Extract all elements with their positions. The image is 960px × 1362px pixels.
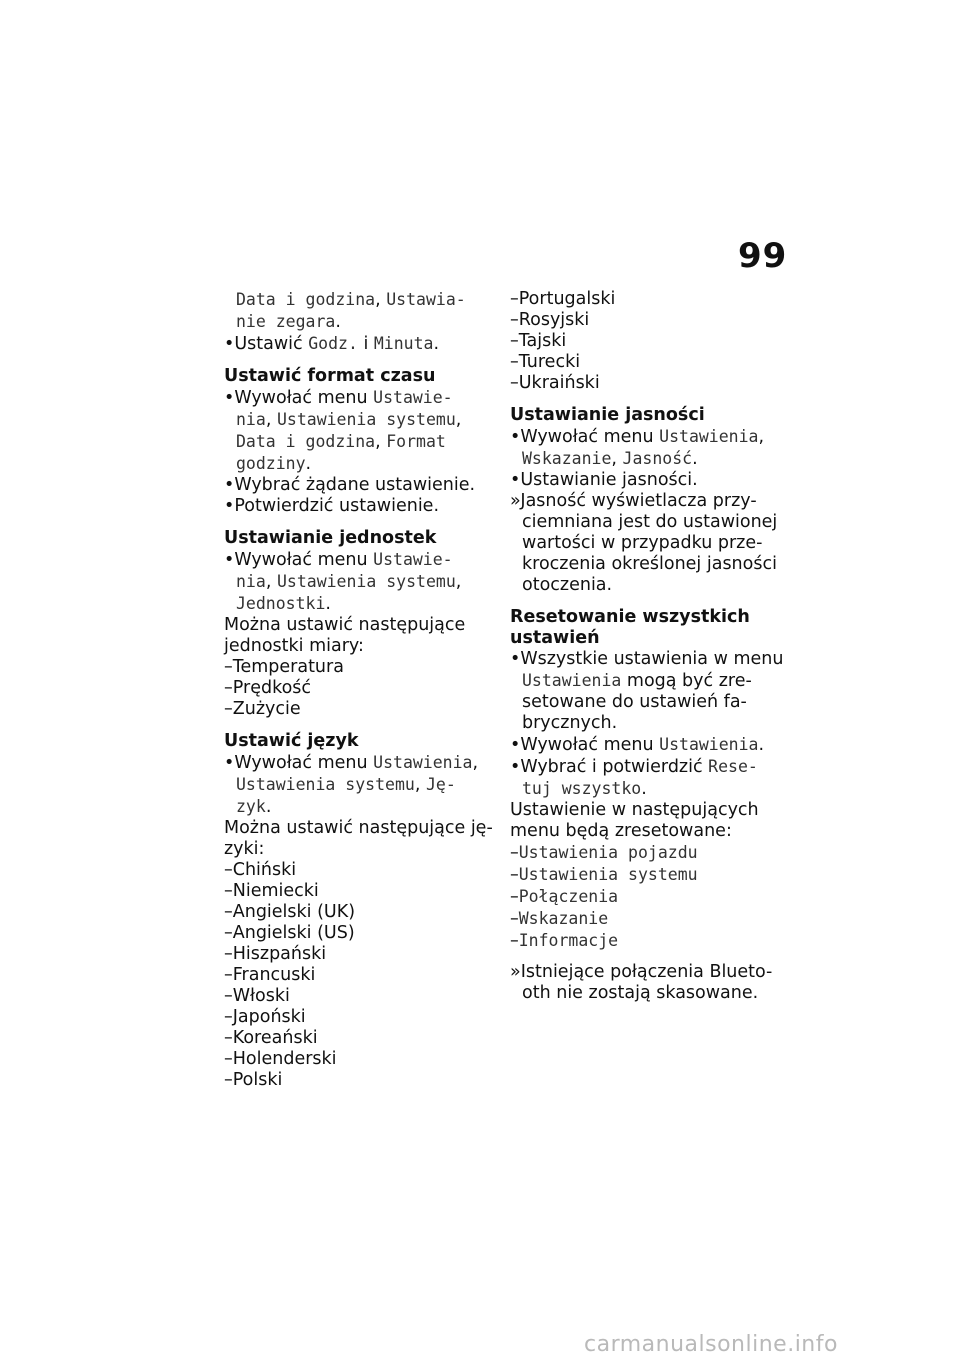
bullet-continuation: brycznych. xyxy=(522,713,618,733)
list-item: –Niemiecki xyxy=(224,881,319,901)
body-text: zyki: xyxy=(224,839,265,859)
list-item: –Tajski xyxy=(510,331,567,351)
list-item: –Turecki xyxy=(510,352,581,372)
list-item: –Informacje xyxy=(510,931,619,951)
page-number: 99 xyxy=(738,236,788,276)
bullet-continuation: Ustawienia systemu, Ję- xyxy=(236,775,456,795)
bullet-item: •Ustawić Godz. i Minuta. xyxy=(224,334,440,354)
note-continuation: wartości w przypadku prze- xyxy=(522,533,763,553)
list-item: –Japoński xyxy=(224,1007,306,1027)
list-item: –Ukraiński xyxy=(510,373,600,393)
bullet-item: •Wszystkie ustawienia w menu xyxy=(510,649,784,669)
list-item: –Francuski xyxy=(224,965,316,985)
list-item: –Ustawienia pojazdu xyxy=(510,843,698,863)
note-continuation: ciemniana jest do ustawionej xyxy=(522,512,778,532)
body-text: menu będą zresetowane: xyxy=(510,821,732,841)
left-column xyxy=(224,289,496,1091)
list-item: –Prędkość xyxy=(224,678,312,698)
bullet-continuation: zyk. xyxy=(236,797,272,817)
body-text: jednostki miary: xyxy=(224,636,364,656)
note-continuation: otoczenia. xyxy=(522,575,613,595)
body-text: Można ustawić następujące xyxy=(224,615,466,635)
menu-path: nie zegara xyxy=(236,312,336,331)
bullet-item: •Wywołać menu Ustawienia, xyxy=(224,753,479,773)
section-heading-units: Ustawianie jednostek xyxy=(224,528,437,548)
bullet-continuation: Wskazanie, Jasność. xyxy=(522,449,698,469)
list-item: –Hiszpański xyxy=(224,944,327,964)
section-heading-language: Ustawić język xyxy=(224,731,359,751)
list-item: –Angielski (US) xyxy=(224,923,355,943)
bullet-item: •Wywołać menu Ustawienia. xyxy=(510,735,765,755)
watermark: carmanualsonline.info xyxy=(584,1332,838,1357)
bullet-item: •Wybrać żądane ustawienie. xyxy=(224,475,476,495)
bullet-item: •Ustawianie jasności. xyxy=(510,470,698,490)
section-heading-brightness: Ustawianie jasności xyxy=(510,405,705,425)
list-item: –Włoski xyxy=(224,986,290,1006)
section-heading-reset: Resetowanie wszystkich ustawień xyxy=(510,607,750,648)
bullet-continuation: Jednostki. xyxy=(236,594,331,614)
note-item: »Istniejące połączenia Blueto- xyxy=(510,962,773,982)
right-column xyxy=(510,289,786,1004)
list-item: –Angielski (UK) xyxy=(224,902,356,922)
note-item: »Jasność wyświetlacza przy- xyxy=(510,491,757,511)
list-item: –Temperatura xyxy=(224,657,344,677)
list-item: –Polski xyxy=(224,1070,283,1090)
menu-path: Godz. xyxy=(308,334,358,353)
bullet-continuation: tuj wszystko. xyxy=(522,779,647,799)
list-item: –Połączenia xyxy=(510,887,619,907)
bullet-item: •Potwierdzić ustawienie. xyxy=(224,496,440,516)
bullet-continuation: nia, Ustawienia systemu, xyxy=(236,572,462,592)
continued-text: Data i godzina, Ustawia- xyxy=(236,290,466,310)
bullet-item: •Wywołać menu Ustawie- xyxy=(224,550,453,570)
bullet-continuation: nia, Ustawienia systemu, xyxy=(236,410,462,430)
body-text: Ustawienie w następujących xyxy=(510,800,759,820)
list-item: –Portugalski xyxy=(510,289,616,309)
note-continuation: kroczenia określonej jasności xyxy=(522,554,777,574)
bullet-item: •Wybrać i potwierdzić Rese- xyxy=(510,757,758,777)
menu-path: Minuta xyxy=(373,334,434,353)
bullet-item: •Wywołać menu Ustawienia, xyxy=(510,427,765,447)
list-item: –Koreański xyxy=(224,1028,318,1048)
list-item: –Holenderski xyxy=(224,1049,337,1069)
list-item: –Ustawienia systemu xyxy=(510,865,698,885)
body-text: Można ustawić następujące ję- xyxy=(224,818,493,838)
bullet-continuation: Data i godzina, Format xyxy=(236,432,446,452)
bullet-continuation: setowane do ustawień fa- xyxy=(522,692,747,712)
bullet-continuation: Ustawienia mogą być zre- xyxy=(522,671,752,691)
section-heading-time-format: Ustawić format czasu xyxy=(224,366,436,386)
bullet-item: •Wywołać menu Ustawie- xyxy=(224,388,453,408)
list-item: –Rosyjski xyxy=(510,310,590,330)
menu-path: Data i godzina xyxy=(236,290,376,309)
continued-text: nie zegara. xyxy=(236,312,341,332)
note-continuation: oth nie zostają skasowane. xyxy=(522,983,759,1003)
list-item: –Zużycie xyxy=(224,699,301,719)
menu-path: Ustawia- xyxy=(386,290,466,309)
bullet-continuation: godziny. xyxy=(236,454,312,474)
list-item: –Wskazanie xyxy=(510,909,609,929)
list-item: –Chiński xyxy=(224,860,297,880)
